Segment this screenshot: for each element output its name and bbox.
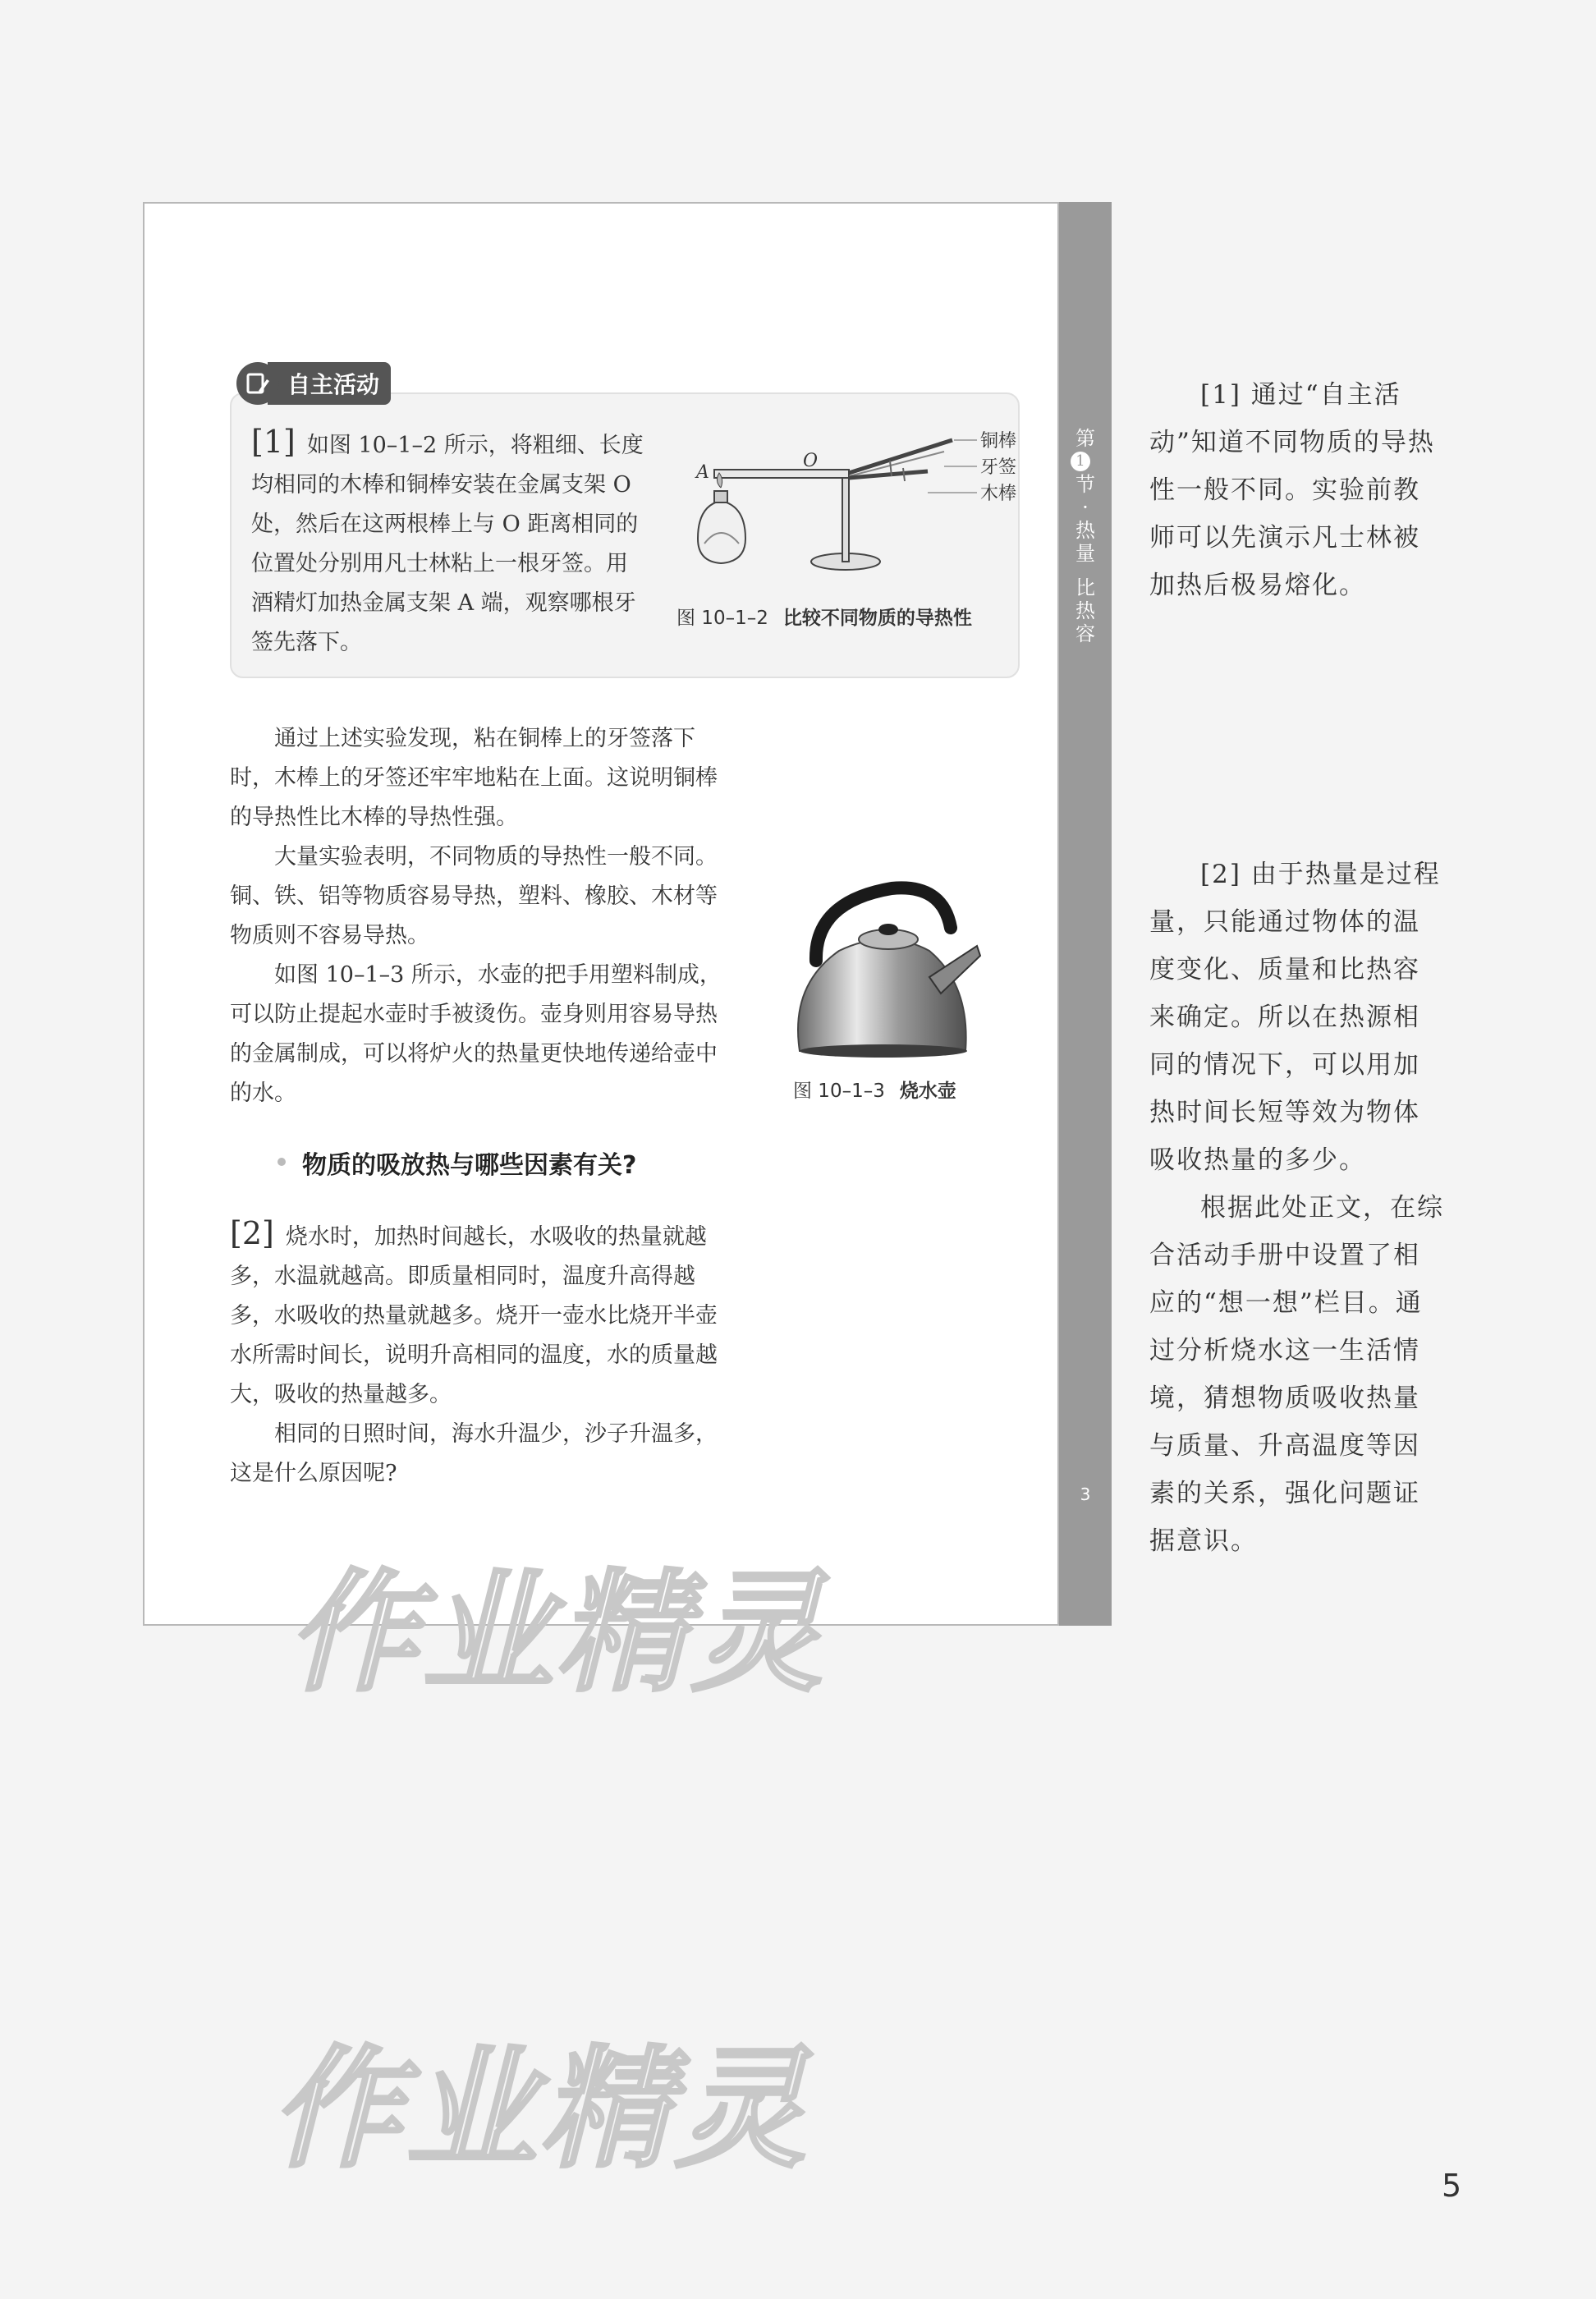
label-copper-rod: 铜棒	[980, 431, 1017, 452]
strip-char: 容	[1075, 622, 1095, 645]
strip-char: ·	[1082, 496, 1089, 519]
watermark: 作业精灵	[271, 2032, 810, 2186]
side-note-3-text: 根据此处正文，在综合活动手册中设置了相应的“想一想”栏目。通过分析烧水这一生活情境，猜想物质吸收热量与质量、升高温度等因素的关系，强化问题证据意识。	[1149, 1193, 1444, 1556]
activity-paragraph: 如图 10–1–2 所示，将粗细、长度均相同的木棒和铜棒安装在金属支架 O 处，然后在这两根棒上与 O 距离相同的位置处分别用凡士林粘上一根牙签。用酒精灯加热金属支架 A 端，观察哪根牙签先落下。	[251, 433, 644, 655]
activity-badge	[236, 361, 391, 406]
section-bullet-icon	[277, 1158, 286, 1166]
main-paragraph-3: 如图 10–1–3 所示，水壶的把手用塑料制成，可以防止提起水壶时手被烫伤。壶身则用容易导热的金属制成，可以将炉火的热量更快地传递给壶中的水。	[230, 962, 722, 1106]
side-note-2	[1149, 851, 1445, 1565]
strip-char: 量	[1075, 542, 1095, 565]
section-paragraph-1	[230, 1214, 722, 1415]
main-text	[230, 719, 722, 1113]
activity-text	[251, 422, 644, 663]
side-note-2-text: [2] 由于热量是过程量，只能通过物体的温度变化、质量和比热容来确定。所以在热源相同的情况下，可以用加热时间长短等效为物体吸收热量的多少。	[1149, 860, 1441, 1175]
activity-badge-label: 自主活动	[268, 362, 391, 405]
main-paragraph-1: 通过上述实验发现，粘在铜棒上的牙签落下时，木棒上的牙签还牢牢地粘在上面。这说明铜棒的导热性比木棒的导热性强。	[230, 726, 718, 830]
label-a: A	[696, 462, 709, 483]
watermark: 作业精灵	[287, 1556, 827, 1709]
activity-marker: [1]	[251, 424, 296, 460]
chapter-strip	[1059, 202, 1112, 1626]
section-paragraph-1-text: 烧水时，加热时间越长，水吸收的热量就越多，水温就越高。即质量相同时，温度升高得越多，水吸收的热量就越多。烧开一壶水比烧开半壶水所需时间长，说明升高相同的温度，水的质量越大，吸收的热量越多。	[230, 1224, 718, 1407]
kettle-photo	[790, 870, 984, 1067]
figure1-caption	[676, 603, 972, 630]
figure1-caption-title: 比较不同物质的导热性	[782, 608, 972, 629]
strip-section-number: 1	[1071, 452, 1090, 471]
heat-conduction-apparatus-figure	[681, 415, 1017, 604]
section-title: 物质的吸放热与哪些因素有关?	[302, 1151, 637, 1180]
page-number: 5	[1442, 2168, 1462, 2204]
inner-page-number: 3	[1080, 1484, 1091, 1504]
main-paragraph-2: 大量实验表明，不同物质的导热性一般不同。铜、铁、铝等物质容易导热，塑料、橡胶、木材等物质则不容易导热。	[230, 844, 718, 948]
label-wood-rod: 木棒	[980, 484, 1017, 504]
label-o: O	[803, 451, 819, 471]
strip-char: 比	[1075, 576, 1095, 599]
label-toothpick: 牙签	[980, 457, 1017, 478]
figure2-caption-title: 烧水壶	[899, 1081, 956, 1102]
section-paragraph-2: 相同的日照时间，海水升温少，沙子升温多，这是什么原因呢?	[230, 1421, 718, 1486]
figure2-caption-number: 图 10–1–3	[793, 1081, 885, 1102]
strip-char: 节	[1075, 473, 1095, 496]
strip-char: 热	[1075, 599, 1095, 622]
figure1-caption-number: 图 10–1–2	[676, 608, 768, 629]
side-note-1-text: [1] 通过“自主活动”知道不同物质的导热性一般不同。实验前教师可以先演示凡士林被加热后极易熔化。	[1149, 380, 1435, 600]
chapter-strip-title	[1071, 427, 1100, 645]
notebook-pen-icon	[236, 362, 279, 405]
section-text	[230, 1214, 722, 1494]
figure2-caption	[793, 1076, 956, 1103]
side-note-1	[1149, 371, 1445, 609]
strip-char: 第	[1075, 427, 1095, 450]
strip-char: 热	[1075, 519, 1095, 542]
section-marker: [2]	[230, 1215, 274, 1251]
